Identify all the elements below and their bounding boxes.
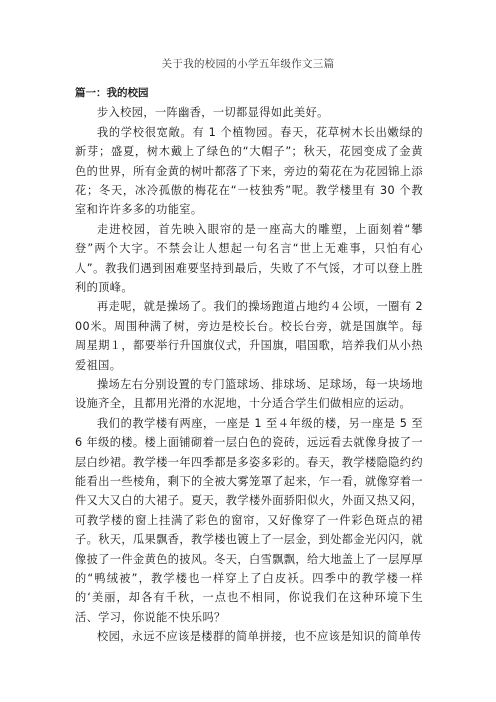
paragraph-6: 我们的教学楼有两座，一座是 1 至４年级的楼，另一座是 5 至 6 年级的楼。楼上面铺砌着一层白色的瓷砖，远远看去就像身披了一层白纱裙。教学楼一年四季都是多姿多彩的。春天，教学楼隐隐约约能看出一些棱角，剩下的全被大雾笼罩了起来，乍一看，就像穿着一件又大又白的大裙子。夏天，教学楼外面骄阳似火，外面又热又闷，可教学楼的窗上挂满了彩色的窗帘，又好像穿了一件彩色斑点的裙子。秋天，瓜果飘香，教学楼也镀上了一层金，到处都金光闪闪，就像披了一件金黄色的披风。冬天，白雪飘飘，给大地盖上了一层厚厚的“鸭绒被”，教学楼也一样穿上了白皮袄。四季中的教学楼一样的‘美丽，却各有千秋，一点也不相同，你说我们在这种环境下生活、学习，你说能不快乐吗？ [75, 416, 423, 624]
paragraph-7: 校园，永远不应该是楼群的简单拼接，也不应该是知识的简单传 [97, 630, 422, 644]
paragraph-3: 走进校园，首先映入眼帘的是一座高大的雕塑，上面刻着“攀登”两个大字。不禁会让人想起一句名言“世上无难事，只怕有心人”。教我们遇到困难要坚持到最后，失败了不气馁，才可以登上胜利的顶峰。 [75, 222, 423, 294]
paragraph-5: 操场左右分别设置的专门篮球场、排球场、足球场，每一块场地设施齐全，且都用光滑的水泥地，十分适合学生们做相应的运动。 [75, 377, 423, 411]
paragraph-1: 步入校园，一阵幽香，一切都显得如此美好。 [97, 106, 329, 120]
section-heading: 篇一：我的校园 [75, 87, 149, 99]
document-title: 关于我的校园的小学五年级作文三篇 [161, 58, 335, 70]
paragraph-2: 我的学校很宽敞。有 1 个植物园。春天，花草树木长出嫩绿的新芽；盛夏，树木戴上了绿色的“大帽子”；秋天，花园变成了金黄色的世界，所有金黄的树叶都落了下来，旁边的菊花在为花园锦上添花；冬天，冰冷孤傲的梅花在“一枝独秀”呢。教学楼里有 30 个教室和许许多多的功能室。 [75, 125, 423, 217]
paragraph-4: 再走呢，就是操场了。我们的操场跑道占地约４公顷，一圈有 200米。周围种满了树，旁边是校长台。校长台旁，就是国旗竿。每周星期１，都要举行升国旗仪式，升国旗，唱国歌，培养我们从小热爱祖国。 [75, 300, 423, 372]
document-body [75, 84, 423, 647]
